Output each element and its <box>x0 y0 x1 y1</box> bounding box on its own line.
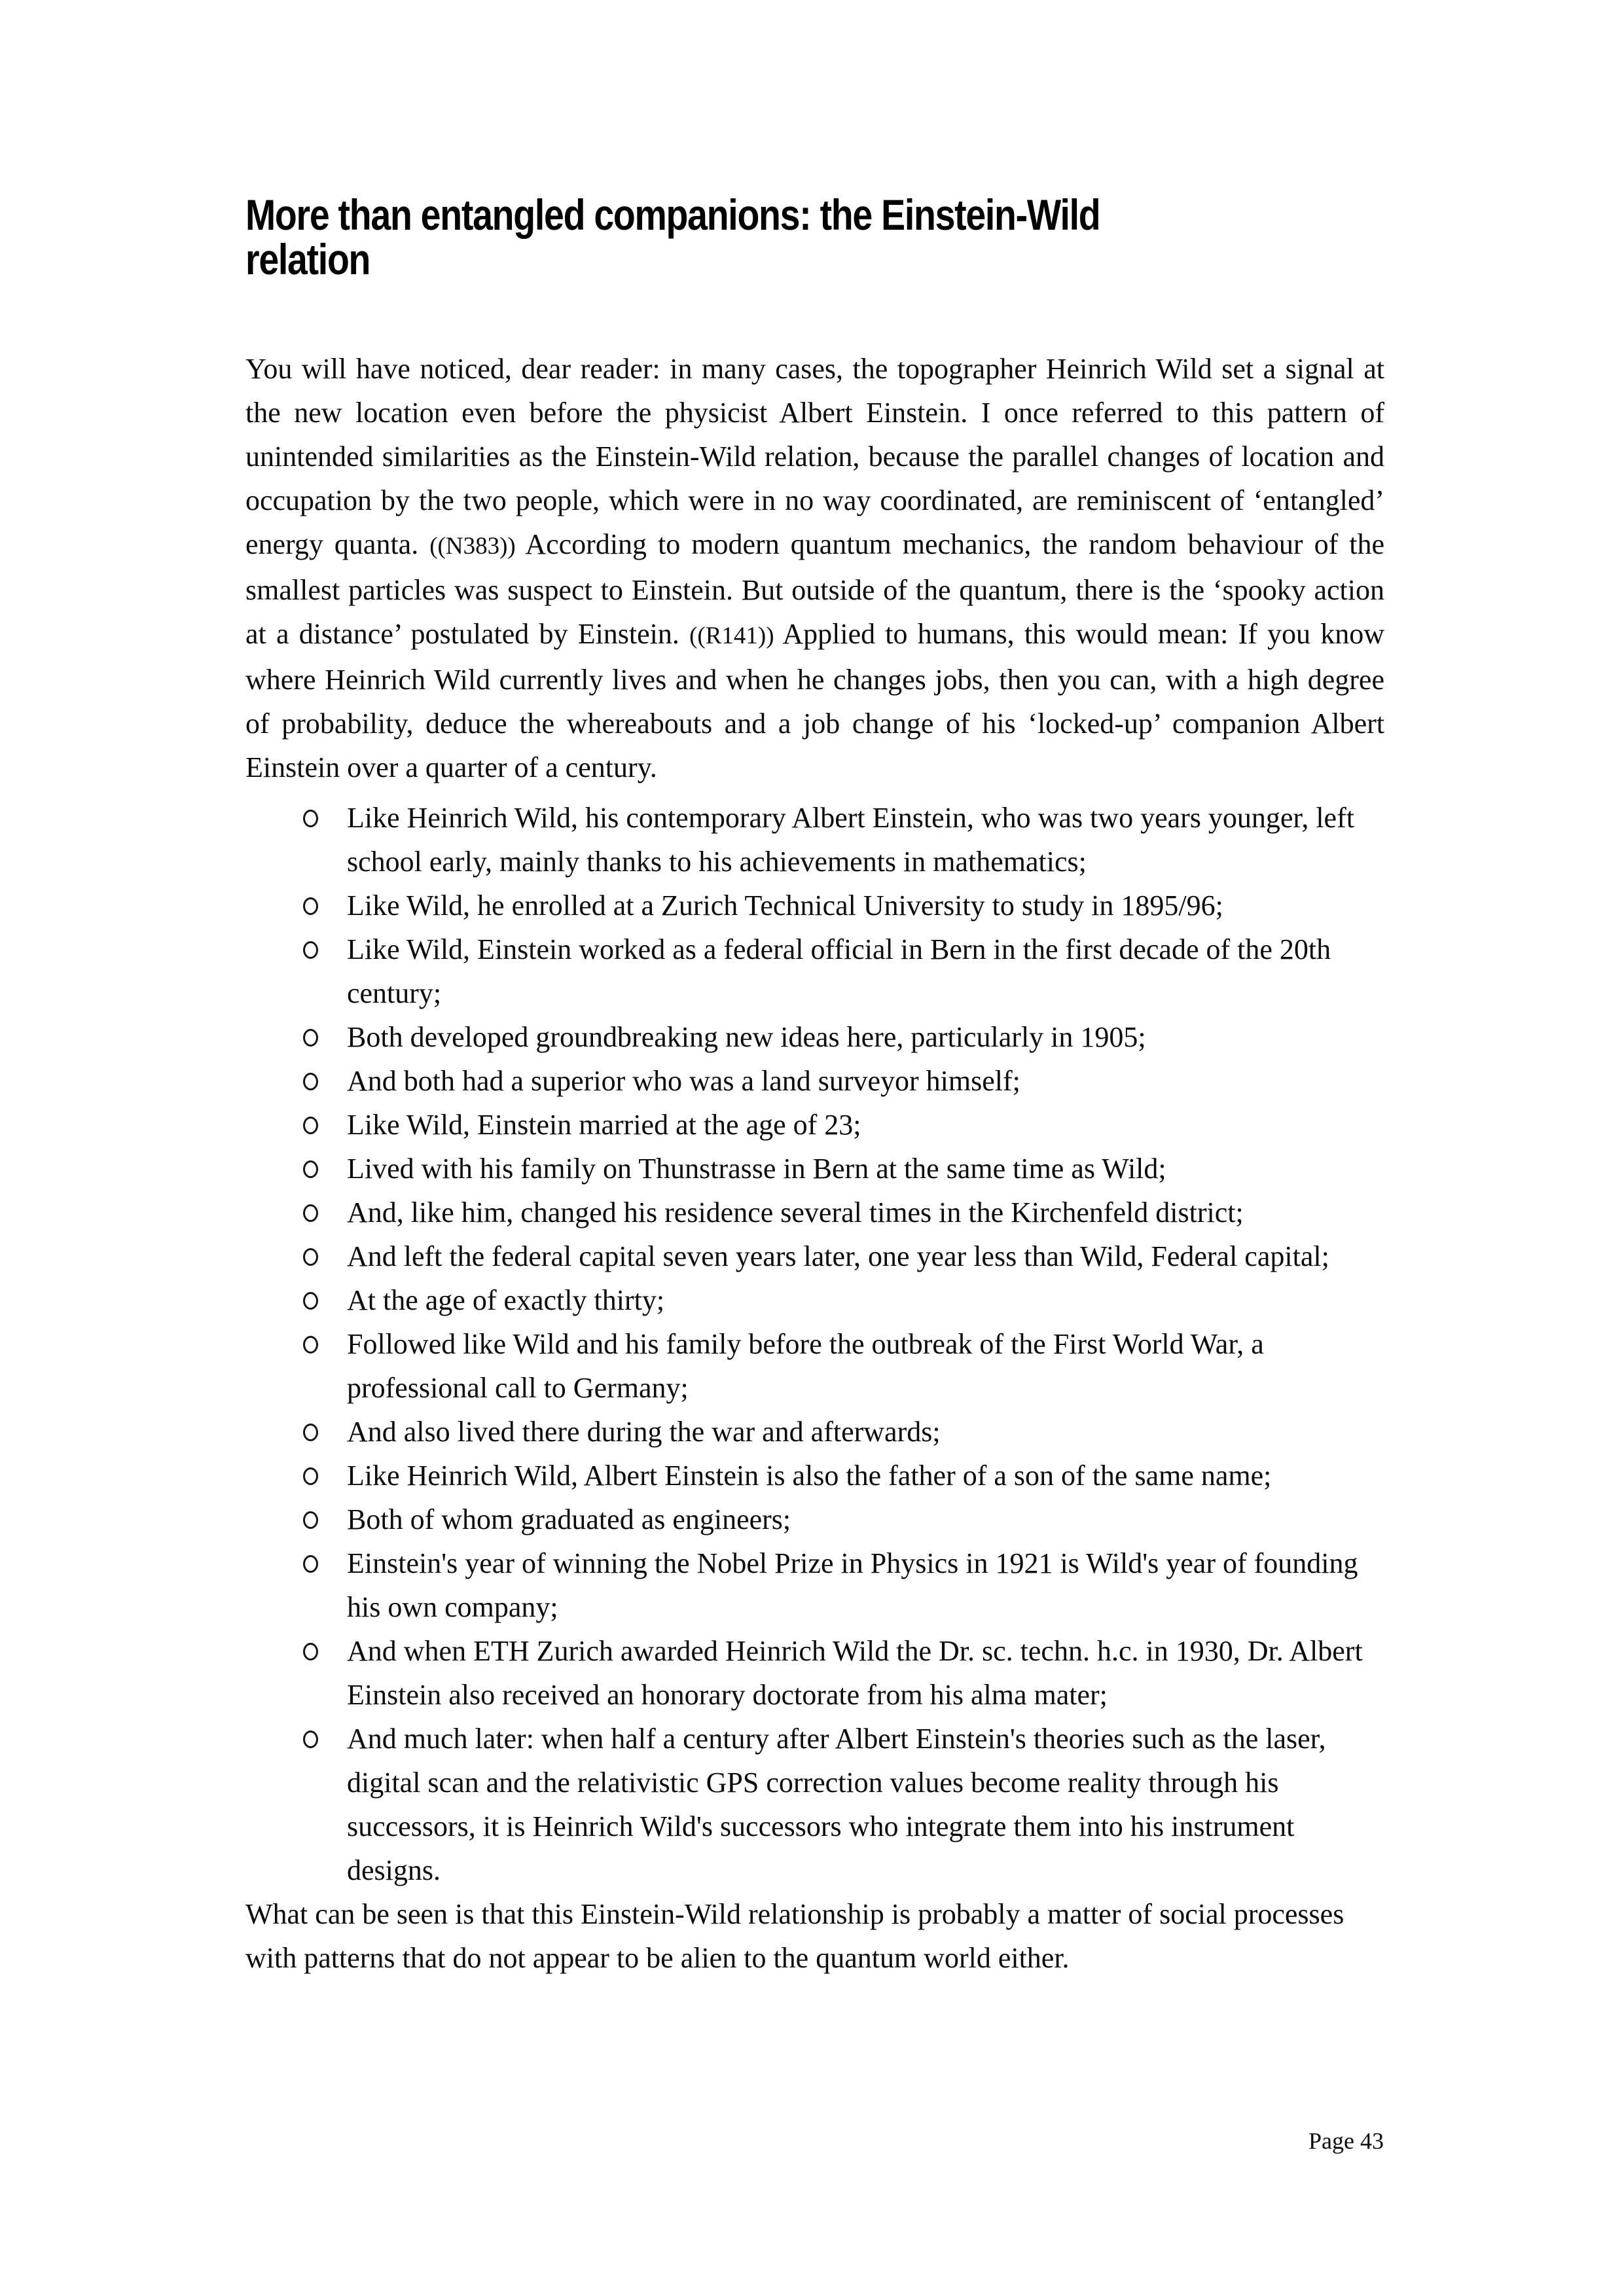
circle-bullet-icon <box>303 897 318 915</box>
list-item <box>245 1015 1384 1059</box>
circle-bullet-icon <box>303 1511 318 1529</box>
page-title-line-1: More than entangled companions: the Einstein-Wild <box>245 190 1100 239</box>
list-item-text: And also lived there during the war and afterwards; <box>347 1416 941 1448</box>
circle-bullet-icon <box>303 1248 318 1266</box>
list-item <box>245 927 1384 1015</box>
list-item-text: Both of whom graduated as engineers; <box>347 1503 791 1535</box>
comparison-bullet-list <box>245 796 1384 1892</box>
list-item <box>245 1059 1384 1103</box>
closing-paragraph: What can be seen is that this Einstein-Wild relationship is probably a matter of social processes with patterns that do not appear to be alien to the quantum world either. <box>245 1898 1344 1974</box>
circle-bullet-icon <box>303 1292 318 1310</box>
list-item-text: Like Wild, he enrolled at a Zurich Technical University to study in 1895/96; <box>347 889 1223 922</box>
list-item <box>245 1278 1384 1322</box>
citation-ref-n383: ((N383)) <box>429 533 516 560</box>
list-item <box>245 884 1384 927</box>
page-title-line-2: relation <box>245 235 370 283</box>
list-item <box>245 1629 1384 1717</box>
list-item <box>245 1103 1384 1147</box>
citation-ref-r141: ((R141)) <box>689 622 774 649</box>
list-item-text: Like Wild, Einstein married at the age of 23; <box>347 1109 861 1141</box>
list-item <box>245 1191 1384 1234</box>
list-item <box>245 1498 1384 1541</box>
list-item-text: Like Heinrich Wild, his contemporary Albert Einstein, who was two years younger, left school early, mainly thanks to his achievements in mathematics; <box>347 802 1354 878</box>
circle-bullet-icon <box>303 1336 318 1354</box>
list-item-text: Lived with his family on Thunstrasse in Bern at the same time as Wild; <box>347 1153 1166 1185</box>
intro-text-segment: You will have noticed, dear reader: in many cases, the topographer Heinrich Wild set a signal at the new location even before the physicist Albert Einstein. I once referred to this pattern of unintended similarities as the Einstein-Wild relation, because the parallel changes of location and occupation by the two people, which were in no way coordinated, are reminiscent of ‘entangled’ energy quanta. <box>245 353 1384 560</box>
circle-bullet-icon <box>303 1073 318 1090</box>
circle-bullet-icon <box>303 1424 318 1441</box>
list-item-text: At the age of exactly thirty; <box>347 1284 665 1316</box>
list-item-text: And when ETH Zurich awarded Heinrich Wild the Dr. sc. techn. h.c. in 1930, Dr. Albert Einstein also received an honorary doctorate from his alma mater; <box>347 1635 1363 1711</box>
list-item-text: Like Wild, Einstein worked as a federal official in Bern in the first decade of the 20th century; <box>347 933 1331 1009</box>
list-item-text: Like Heinrich Wild, Albert Einstein is also the father of a son of the same name; <box>347 1460 1272 1492</box>
list-item-text: And left the federal capital seven years later, one year less than Wild, Federal capital; <box>347 1240 1329 1272</box>
circle-bullet-icon <box>303 810 318 827</box>
intro-text-segment: Applied to humans, this would mean: If you know where Heinrich Wild currently lives and when he changes jobs, then you can, with a high degree of probability, deduce the whereabouts and a job change of his ‘locked-up’ companion Albert Einstein over a quarter of a century. <box>245 618 1384 783</box>
list-item-text: And much later: when half a century after Albert Einstein's theories such as the laser, digital scan and the relativistic GPS correction values become reality through his successors, it is Heinrich Wild's successors who integrate them into his instrument designs. <box>347 1723 1326 1886</box>
list-item <box>245 1454 1384 1498</box>
circle-bullet-icon <box>303 1160 318 1178</box>
circle-bullet-icon <box>303 1467 318 1485</box>
page-number: Page 43 <box>1308 2128 1384 2154</box>
list-item <box>245 1322 1384 1410</box>
list-item-text: And, like him, changed his residence several times in the Kirchenfeld district; <box>347 1196 1244 1229</box>
circle-bullet-icon <box>303 941 318 959</box>
list-item <box>245 1717 1384 1892</box>
page-content <box>245 0 1384 1980</box>
list-item <box>245 1410 1384 1454</box>
circle-bullet-icon <box>303 1731 318 1748</box>
circle-bullet-icon <box>303 1643 318 1660</box>
list-item-text: Einstein's year of winning the Nobel Prize in Physics in 1921 is Wild's year of founding his own company; <box>347 1547 1358 1623</box>
circle-bullet-icon <box>303 1117 318 1134</box>
list-item-text: Both developed groundbreaking new ideas here, particularly in 1905; <box>347 1021 1146 1053</box>
intro-text-segment: According to modern quantum mechanics, the random behaviour of the smallest particles was suspect to Einstein. But outside of the quantum, there is the ‘spooky action at a distance’ postulated by Einstein. <box>245 528 1384 650</box>
list-item-text: And both had a superior who was a land surveyor himself; <box>347 1065 1020 1097</box>
list-item <box>245 1541 1384 1629</box>
list-item-text: Followed like Wild and his family before the outbreak of the First World War, a professional call to Germany; <box>347 1328 1264 1404</box>
circle-bullet-icon <box>303 1204 318 1222</box>
page-title <box>245 192 1384 281</box>
list-item <box>245 796 1384 884</box>
circle-bullet-icon <box>303 1029 318 1047</box>
list-item <box>245 1147 1384 1191</box>
list-item <box>245 1234 1384 1278</box>
intro-paragraph <box>245 347 1384 789</box>
circle-bullet-icon <box>303 1555 318 1573</box>
